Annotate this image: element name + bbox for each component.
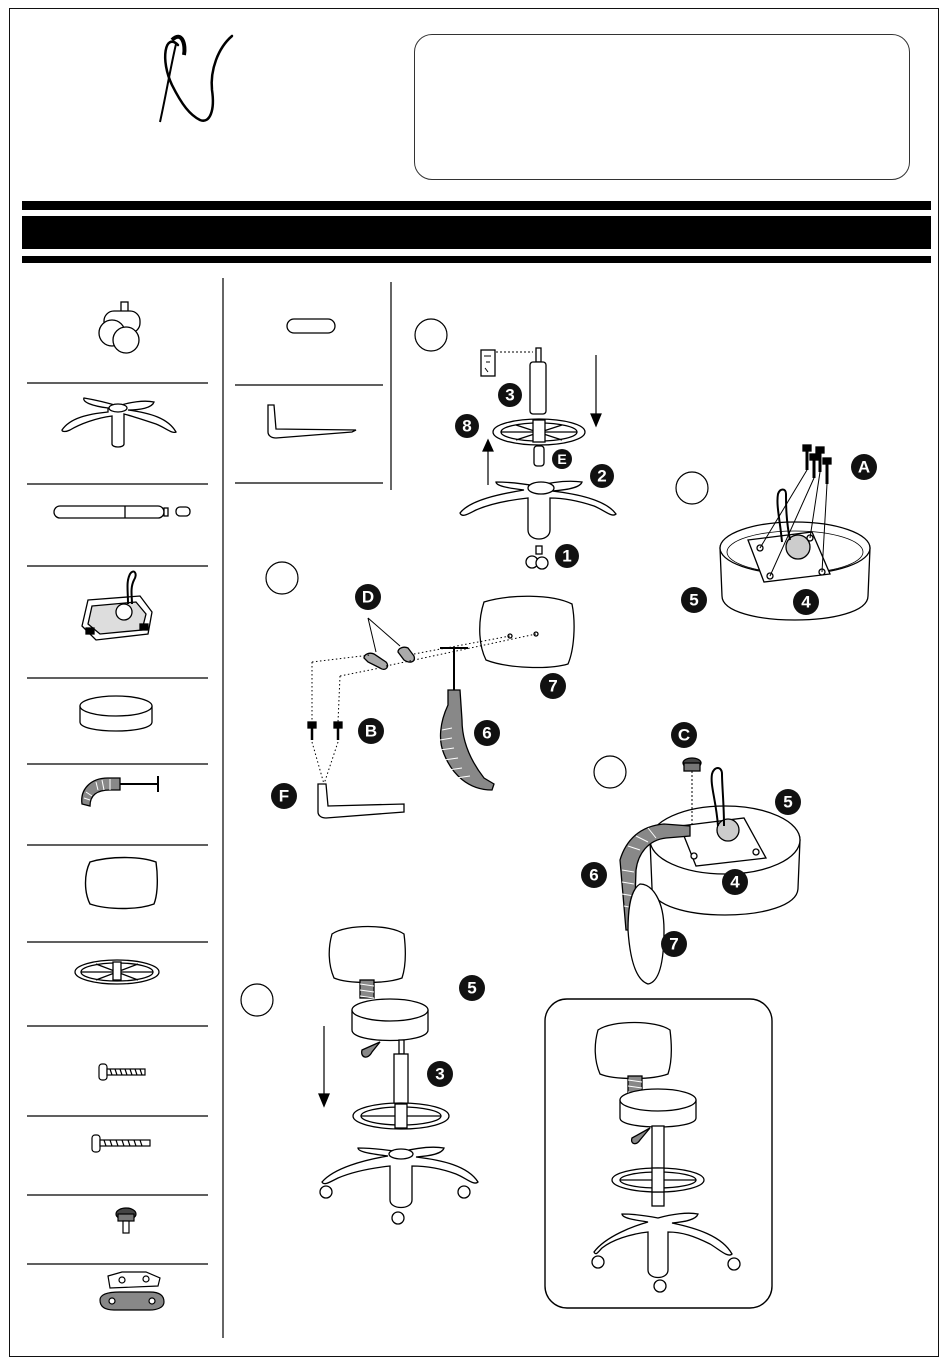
part-base <box>62 398 176 447</box>
callout-7-step3 <box>540 673 566 699</box>
svg-text:4: 4 <box>801 592 811 612</box>
part-gas-lift <box>54 506 190 518</box>
part-knob <box>116 1208 136 1233</box>
part-mechanism <box>82 572 152 640</box>
svg-text:A: A <box>857 457 871 477</box>
svg-text:E: E <box>557 451 567 467</box>
callout-f <box>271 783 297 809</box>
step-5-marker <box>241 984 273 1016</box>
callout-5-step4 <box>775 789 801 815</box>
svg-text:8: 8 <box>462 416 472 436</box>
svg-text:7: 7 <box>548 676 558 696</box>
brand-logo <box>160 36 232 122</box>
part-cylinder-cover <box>287 319 335 333</box>
part-caster <box>99 302 140 353</box>
step-3-diagram <box>308 596 574 818</box>
callout-1 <box>555 544 579 568</box>
part-allen-key <box>268 405 356 438</box>
part-screw-short <box>99 1064 145 1080</box>
svg-text:3: 3 <box>505 385 515 405</box>
step-2-marker <box>676 472 708 504</box>
step-3-marker <box>266 562 298 594</box>
svg-text:5: 5 <box>783 792 793 812</box>
callout-8 <box>455 414 479 438</box>
step-4-marker <box>594 756 626 788</box>
part-seat <box>80 696 152 731</box>
step-1-marker <box>415 319 447 351</box>
callout-b <box>358 718 384 744</box>
part-back-bar <box>82 776 158 806</box>
callout-a <box>851 454 877 480</box>
callout-5-step2 <box>681 587 707 613</box>
callout-6-step4 <box>581 862 607 888</box>
callout-4-step4 <box>722 869 748 895</box>
part-brackets <box>100 1272 164 1310</box>
svg-text:C: C <box>677 725 691 745</box>
svg-text:6: 6 <box>482 723 492 743</box>
callout-2 <box>590 464 614 488</box>
svg-text:B: B <box>364 721 378 741</box>
svg-text:4: 4 <box>730 872 740 892</box>
callout-7-step4 <box>661 931 687 957</box>
callout-4-step2 <box>793 589 819 615</box>
step-1-diagram <box>460 348 616 569</box>
step-2-diagram <box>720 445 870 620</box>
part-backrest <box>86 858 158 909</box>
callout-3-step5 <box>427 1061 453 1087</box>
svg-text:D: D <box>361 587 375 607</box>
svg-text:2: 2 <box>597 466 607 486</box>
part-screw-long <box>92 1135 150 1152</box>
svg-text:5: 5 <box>689 590 699 610</box>
callout-3 <box>498 383 522 407</box>
svg-text:F: F <box>278 786 290 806</box>
svg-text:5: 5 <box>467 978 477 998</box>
svg-text:6: 6 <box>589 865 599 885</box>
step-4-diagram <box>620 758 800 984</box>
callout-e <box>552 449 572 469</box>
svg-text:3: 3 <box>435 1064 445 1084</box>
svg-text:7: 7 <box>669 934 679 954</box>
callout-5-step5 <box>459 975 485 1001</box>
part-foot-ring <box>75 960 159 984</box>
svg-text:1: 1 <box>562 546 572 566</box>
callout-d <box>355 584 381 610</box>
callout-6-step3 <box>474 720 500 746</box>
callout-c <box>671 722 697 748</box>
step-5-diagram <box>319 927 478 1225</box>
